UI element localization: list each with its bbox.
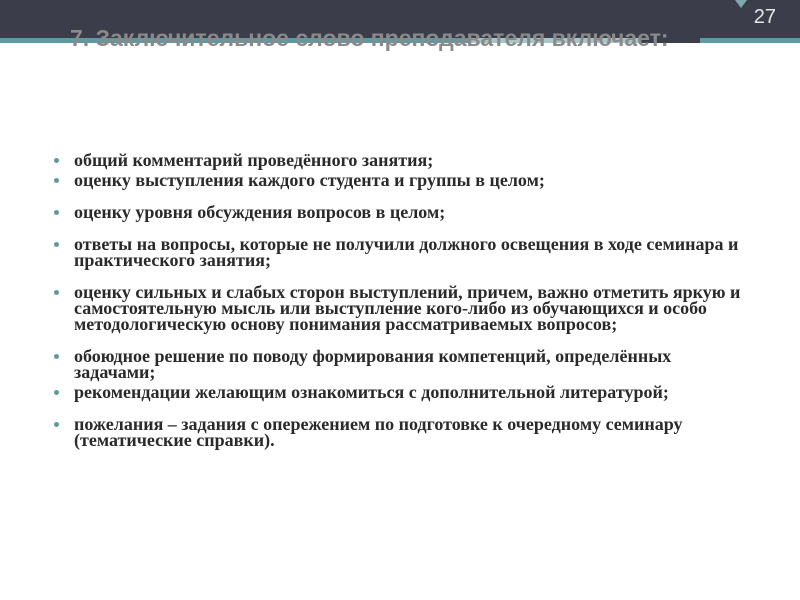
list-item-text: общий комментарий проведённого занятия;: [74, 150, 434, 170]
list-item-text: рекомендации желающим ознакомиться с дополнительной литературой;: [74, 382, 669, 402]
list-item-text: пожелания – задания с опережением по подготовке к очередному семинару (тематические справки).: [74, 414, 683, 450]
list-item: [54, 172, 754, 188]
list-item-text: оценку уровня обсуждения вопросов в целом;: [74, 202, 446, 222]
list-item: [54, 204, 754, 220]
list-item-text: оценку выступления каждого студента и группы в целом;: [74, 170, 545, 190]
bullet-dot-icon: [54, 290, 59, 295]
bullet-dot-icon: [54, 422, 59, 427]
page-number: 27: [753, 6, 776, 28]
bullet-dot-icon: [54, 178, 59, 183]
corner-marker: [735, 0, 747, 8]
list-item: [54, 416, 754, 448]
bullet-list: [54, 152, 754, 448]
list-item: [54, 348, 754, 380]
slide-title: 7. Заключительное слово преподавателя включает:: [70, 25, 669, 51]
list-item: [54, 284, 754, 332]
list-item-text: обоюдное решение по поводу формирования компетенций, определённых задачами;: [74, 346, 672, 382]
bullet-dot-icon: [54, 390, 59, 395]
list-item: [54, 152, 754, 168]
bullet-dot-icon: [54, 354, 59, 359]
accent-segment: [700, 38, 800, 43]
list-item: [54, 384, 754, 400]
bullet-dot-icon: [54, 242, 59, 247]
bullet-dot-icon: [54, 158, 59, 163]
bullet-dot-icon: [54, 210, 59, 215]
list-item-text: оценку сильных и слабых сторон выступлений, причем, важно отметить яркую и самостоятельную мысль или выступление кого-либо из обучающихся и особо методологическую основу понимания рассматриваемых вопросов;: [74, 282, 741, 334]
list-item-text: ответы на вопросы, которые не получили должного освещения в ходе семинара и практического занятия;: [74, 234, 739, 270]
list-item: [54, 236, 754, 268]
